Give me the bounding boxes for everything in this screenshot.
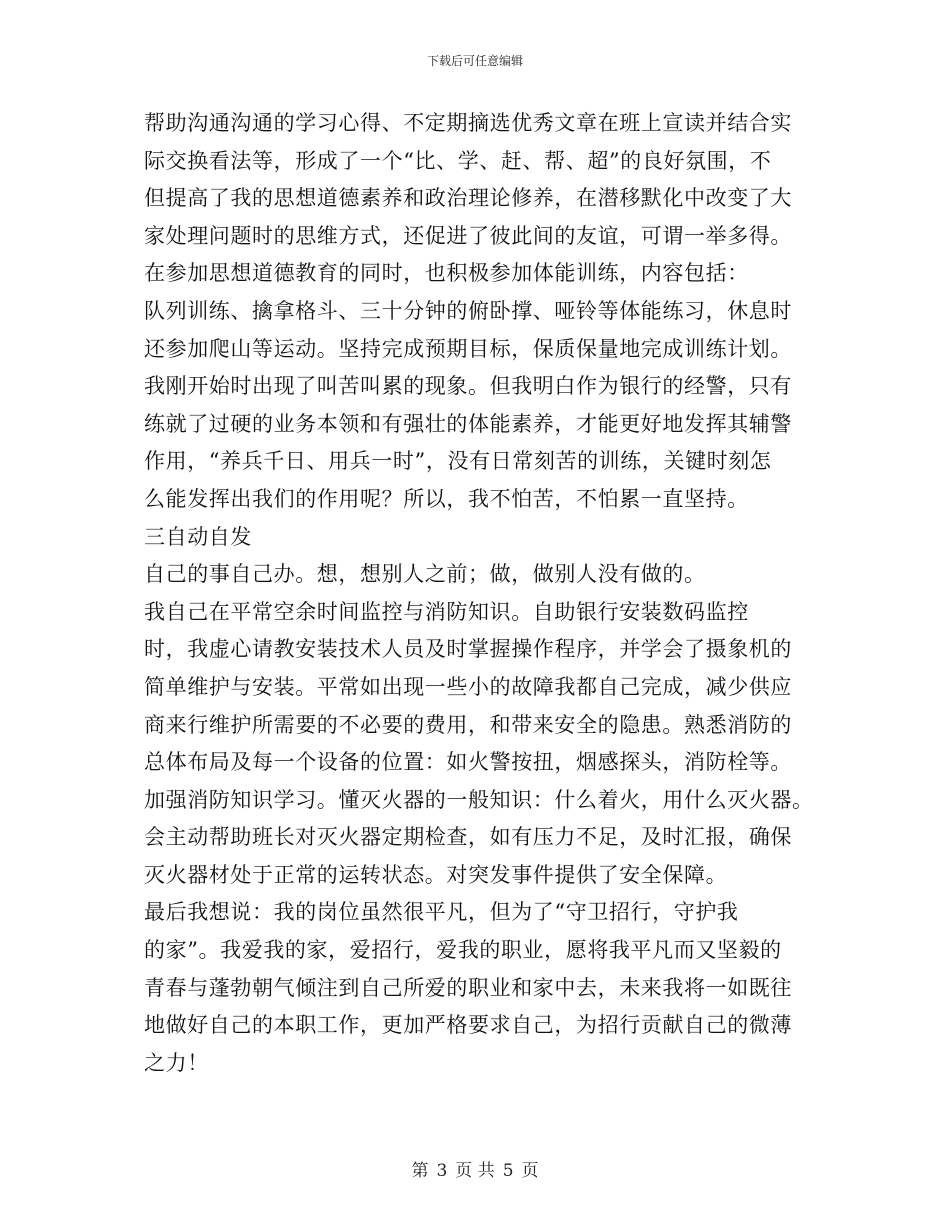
text-line: 作用，“养兵千日、用兵一时”，没有日常刻苦的训练，关键时刻怎 xyxy=(144,449,772,474)
text-line: 家处理问题时的思维方式，还促进了彼此间的友谊，可谓一举多得。 xyxy=(144,223,792,248)
page-number-mid: 页 共 xyxy=(455,1161,495,1181)
text-line: 会主动帮助班长对灭火器定期检查，如有压力不足，及时汇报，确保 xyxy=(144,825,792,850)
text-line: 最后我想说：我的岗位虽然很平凡，但为了“守卫招行，守护我 xyxy=(144,900,739,925)
text-line: 练就了过硬的业务本领和有强壮的体能素养，才能更好地发挥其辅警 xyxy=(144,411,792,436)
text-line: 我自己在平常空余时间监控与消防知识。自助银行安装数码监控 xyxy=(144,599,749,624)
page-number-prefix: 第 xyxy=(411,1161,429,1181)
text-line: 但提高了我的思想道德素养和政治理论修养，在潜移默化中改变了大 xyxy=(144,186,792,211)
text-line: 的家”。我爱我的家，爱招行，爱我的职业，愿将我平凡而又坚毅的 xyxy=(144,938,782,963)
total-page-count: 5 xyxy=(502,1161,514,1181)
text-line: 帮助沟通沟通的学习心得、不定期摘选优秀文章在班上宣读并结合实 xyxy=(144,111,792,135)
text-line: 还参加爬山等运动。坚持完成预期目标，保质保量地完成训练计划。 xyxy=(144,336,792,361)
text-line: 际交换看法等，形成了一个“比、学、赶、帮、超”的良好氛围，不 xyxy=(144,148,772,173)
page-footer xyxy=(0,1156,950,1181)
text-line: 简单维护与安装。平常如出现一些小的故障我都自己完成，减少供应 xyxy=(144,674,792,699)
text-line: 队列训练、擒拿格斗、三十分钟的俯卧撑、哑铃等体能练习，休息时 xyxy=(144,298,792,323)
text-line: 自己的事自己办。想，想别人之前；做，做别人没有做的。 xyxy=(144,562,706,587)
text-line: 商来行维护所需要的不必要的费用，和带来安全的隐患。熟悉消防的 xyxy=(144,712,792,737)
section-heading: 三自动自发 xyxy=(144,524,252,549)
text-line: 青春与蓬勃朝气倾注到自己所爱的职业和家中去，未来我将一如既往 xyxy=(144,975,792,1000)
current-page-number: 3 xyxy=(436,1161,448,1181)
text-line: 么能发挥出我们的作用呢？所以，我不怕苦，不怕累一直坚持。 xyxy=(144,486,749,511)
text-line: 时，我虚心请教安装技术人员及时掌握操作程序，并学会了摄象机的 xyxy=(144,637,792,662)
page-header: 下载后可任意编辑 xyxy=(426,54,523,68)
text-line: 我刚开始时出现了叫苦叫累的现象。但我明白作为银行的经警，只有 xyxy=(144,374,792,399)
page-number-suffix: 页 xyxy=(521,1161,539,1181)
text-line: 之力！ xyxy=(144,1050,209,1075)
text-line: 在参加思想道德教育的同时，也积极参加体能训练，内容包括： xyxy=(144,261,749,286)
text-line: 灭火器材处于正常的运转状态。对突发事件提供了安全保障。 xyxy=(144,862,728,887)
text-line: 总体布局及每一个设备的位置：如火警按扭，烟感探头，消防栓等。 xyxy=(144,750,792,775)
text-line: 加强消防知识学习。懂灭火器的一般知识：什么着火，用什么灭火器。 xyxy=(144,787,814,812)
text-line: 地做好自己的本职工作，更加严格要求自己，为招行贡献自己的微薄 xyxy=(144,1013,792,1038)
document-body xyxy=(144,105,814,1082)
